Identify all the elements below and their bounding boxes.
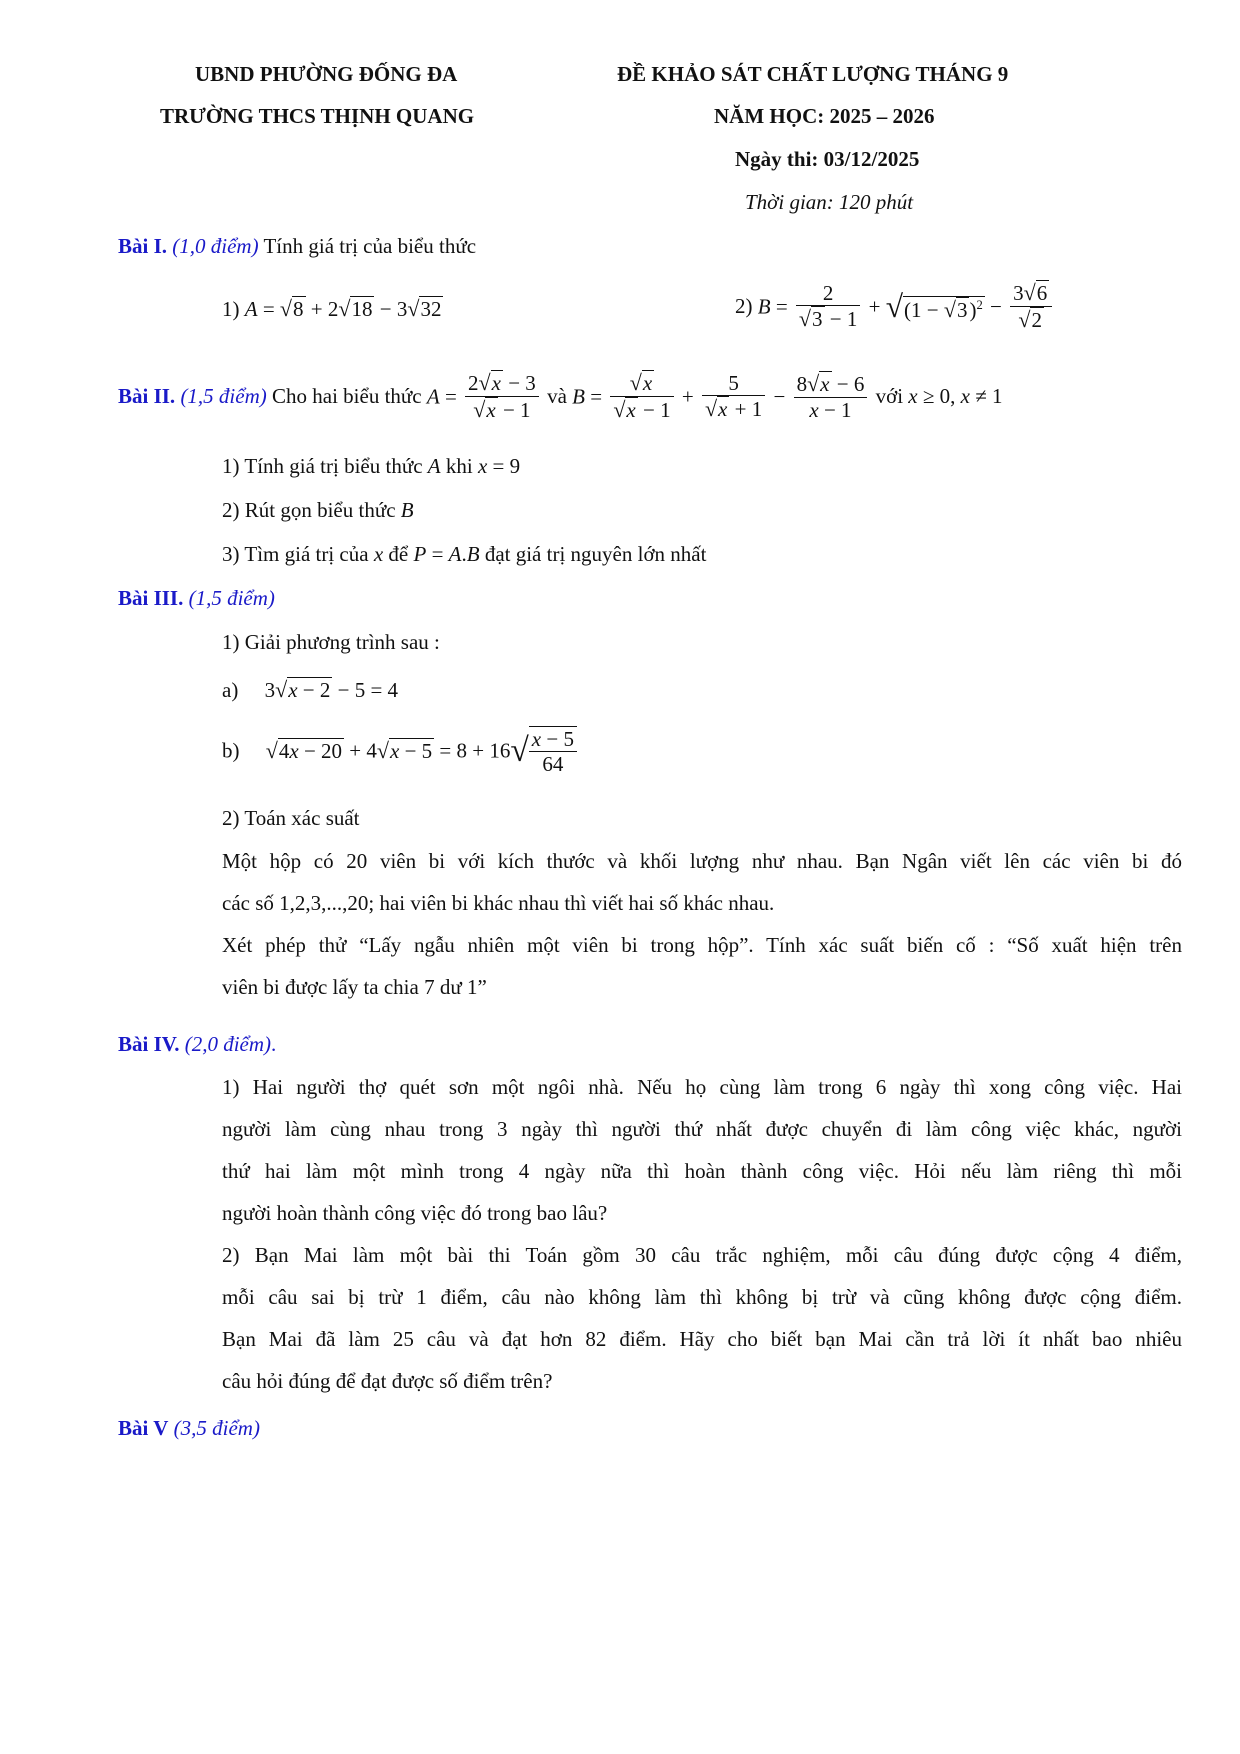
bai-4-problem-1: 1) Hai người thợ quét sơn một ngôi nhà. Nếu họ cùng làm trong 6 ngày thì xong công việc. Hai người làm cùng nhau trong 3 ngày thì người thứ nhất được chuyển đi làm công việc khác, người thứ hai làm một mình trong 4 ngày nữa thì hoàn thành công việc. Hỏi nếu làm riêng thì mỗi người hoàn thành công việc đó trong bao lâu? xyxy=(222,1075,1182,1225)
bai-4-points: (2,0 điểm) xyxy=(184,1032,272,1056)
expression-a2: A = $\frac{2√x - 3}{√x - 1}$ xyxy=(427,383,547,407)
probability-paragraph: Một hộp có 20 viên bi với kích thước và khối lượng như nhau. Bạn Ngân viết lên các viên bi đó các số 1,2,3,...,20; hai viên bi khác nhau thì viết hai số khác nhau. Xét phép thử “Lấy ngẫu nhiên một viên bi trong hộp”. Tính xác suất biến cố : “Số xuất hiện trên viên bi được lấy ta chia 7 dư 1” xyxy=(222,849,1183,999)
bai-2-points: (1,5 điểm) xyxy=(180,384,267,409)
bai-2-q1: 1) Tính giá trị biểu thức A khi x = 9 xyxy=(222,454,521,478)
bai-2-label: Bài II. xyxy=(118,384,176,409)
bai-4-heading: Bài IV. (2,0 điểm). xyxy=(118,1032,277,1056)
expression-b2: B = $\frac{√x}{√x - 1}$ + $\frac{5}{√x + 1}$ − $\frac{8√x - 6}{x - 1}$ xyxy=(572,383,875,407)
bai-3-heading xyxy=(118,586,275,611)
bai-3-label: Bài III. xyxy=(118,586,184,610)
bai-1-item-1: 1) A = √8 + 2√18 − 3√32 xyxy=(222,296,442,321)
bai-5-points: (3,5 điểm) xyxy=(173,1416,260,1440)
bai-1-text: Tính giá trị của biểu thức xyxy=(263,234,477,258)
bai-1-heading xyxy=(118,234,476,259)
bai-3-part-1: 1) Giải phương trình sau : xyxy=(222,630,440,654)
bai-2-q3: 3) Tìm giá trị của x để P = A.B đạt giá trị nguyên lớn nhất xyxy=(222,542,707,566)
bai-5-label: Bài V xyxy=(118,1416,169,1440)
bai-4-label: Bài IV. xyxy=(118,1032,180,1056)
bai-2-heading: Bài II. (1,5 điểm) Cho hai biểu thức A = $\frac{2√x - 3}{√x - 1}$ và B = $\frac{√x}{√x - 1}$ + $\frac{5}{√x + 1}$ − $\frac{8√x - 6}{x - 1}$ với x ≥ 0, x ≠ 1 xyxy=(118,370,1003,423)
bai-4-problem-2: 2) Bạn Mai làm một bài thi Toán gồm 30 câu trắc nghiệm, mỗi câu đúng được cộng 4 điểm, mỗi câu sai bị trừ 1 điểm, câu nào không làm thì không bị trừ và cũng không được cộng điểm. Bạn Mai đã làm 25 câu và đạt hơn 82 điểm. Hãy cho biết bạn Mai cần trả lời ít nhất bao nhiêu câu hỏi đúng để đạt được số điểm trên? xyxy=(222,1243,1182,1393)
bai-2-q2: 2) Rút gọn biểu thức B xyxy=(222,498,414,522)
exam-title: ĐỀ KHẢO SÁT CHẤT LƯỢNG THÁNG 9 xyxy=(617,62,1009,86)
bai-1-item-2: 2) B = $\frac{2}{√3 - 1}$ + $√(1 - √3)^2$ − $\frac{3√6}{√2}$ xyxy=(735,280,1055,333)
exam-date: Ngày thi: 03/12/2025 xyxy=(735,147,920,171)
bai-1-label: Bài I. xyxy=(118,234,168,258)
school-authority: UBND PHƯỜNG ĐỐNG ĐA xyxy=(195,62,458,86)
school-year: NĂM HỌC: 2025 – 2026 xyxy=(714,104,935,128)
expression-a: A = √8 + 2√18 − 3√32 xyxy=(244,296,442,321)
school-name: TRƯỜNG THCS THỊNH QUANG xyxy=(160,104,475,128)
bai-3-part-2: 2) Toán xác suất xyxy=(222,806,360,830)
expression-b1: B = $\frac{2}{√3 - 1}$ + $√(1 - √3)^2$ − $\frac{3√6}{√2}$ xyxy=(758,293,1055,317)
exam-duration: Thời gian: 120 phút xyxy=(745,190,914,214)
equation-b: b) √4x − 20 + 4√x − 5 = 8 + 16√ $\frac{x - 5}{64}$ xyxy=(222,726,580,776)
bai-2-text: Cho hai biểu thức xyxy=(272,384,422,409)
bai-3-points: (1,5 điểm) xyxy=(188,586,275,610)
condition: x ≥ 0, x ≠ 1 xyxy=(908,384,1003,409)
bai-1-points: (1,0 điểm) xyxy=(172,234,259,258)
bai-5-heading xyxy=(118,1416,260,1441)
equation-a: a) 3√x − 2 − 5 = 4 xyxy=(222,677,399,702)
